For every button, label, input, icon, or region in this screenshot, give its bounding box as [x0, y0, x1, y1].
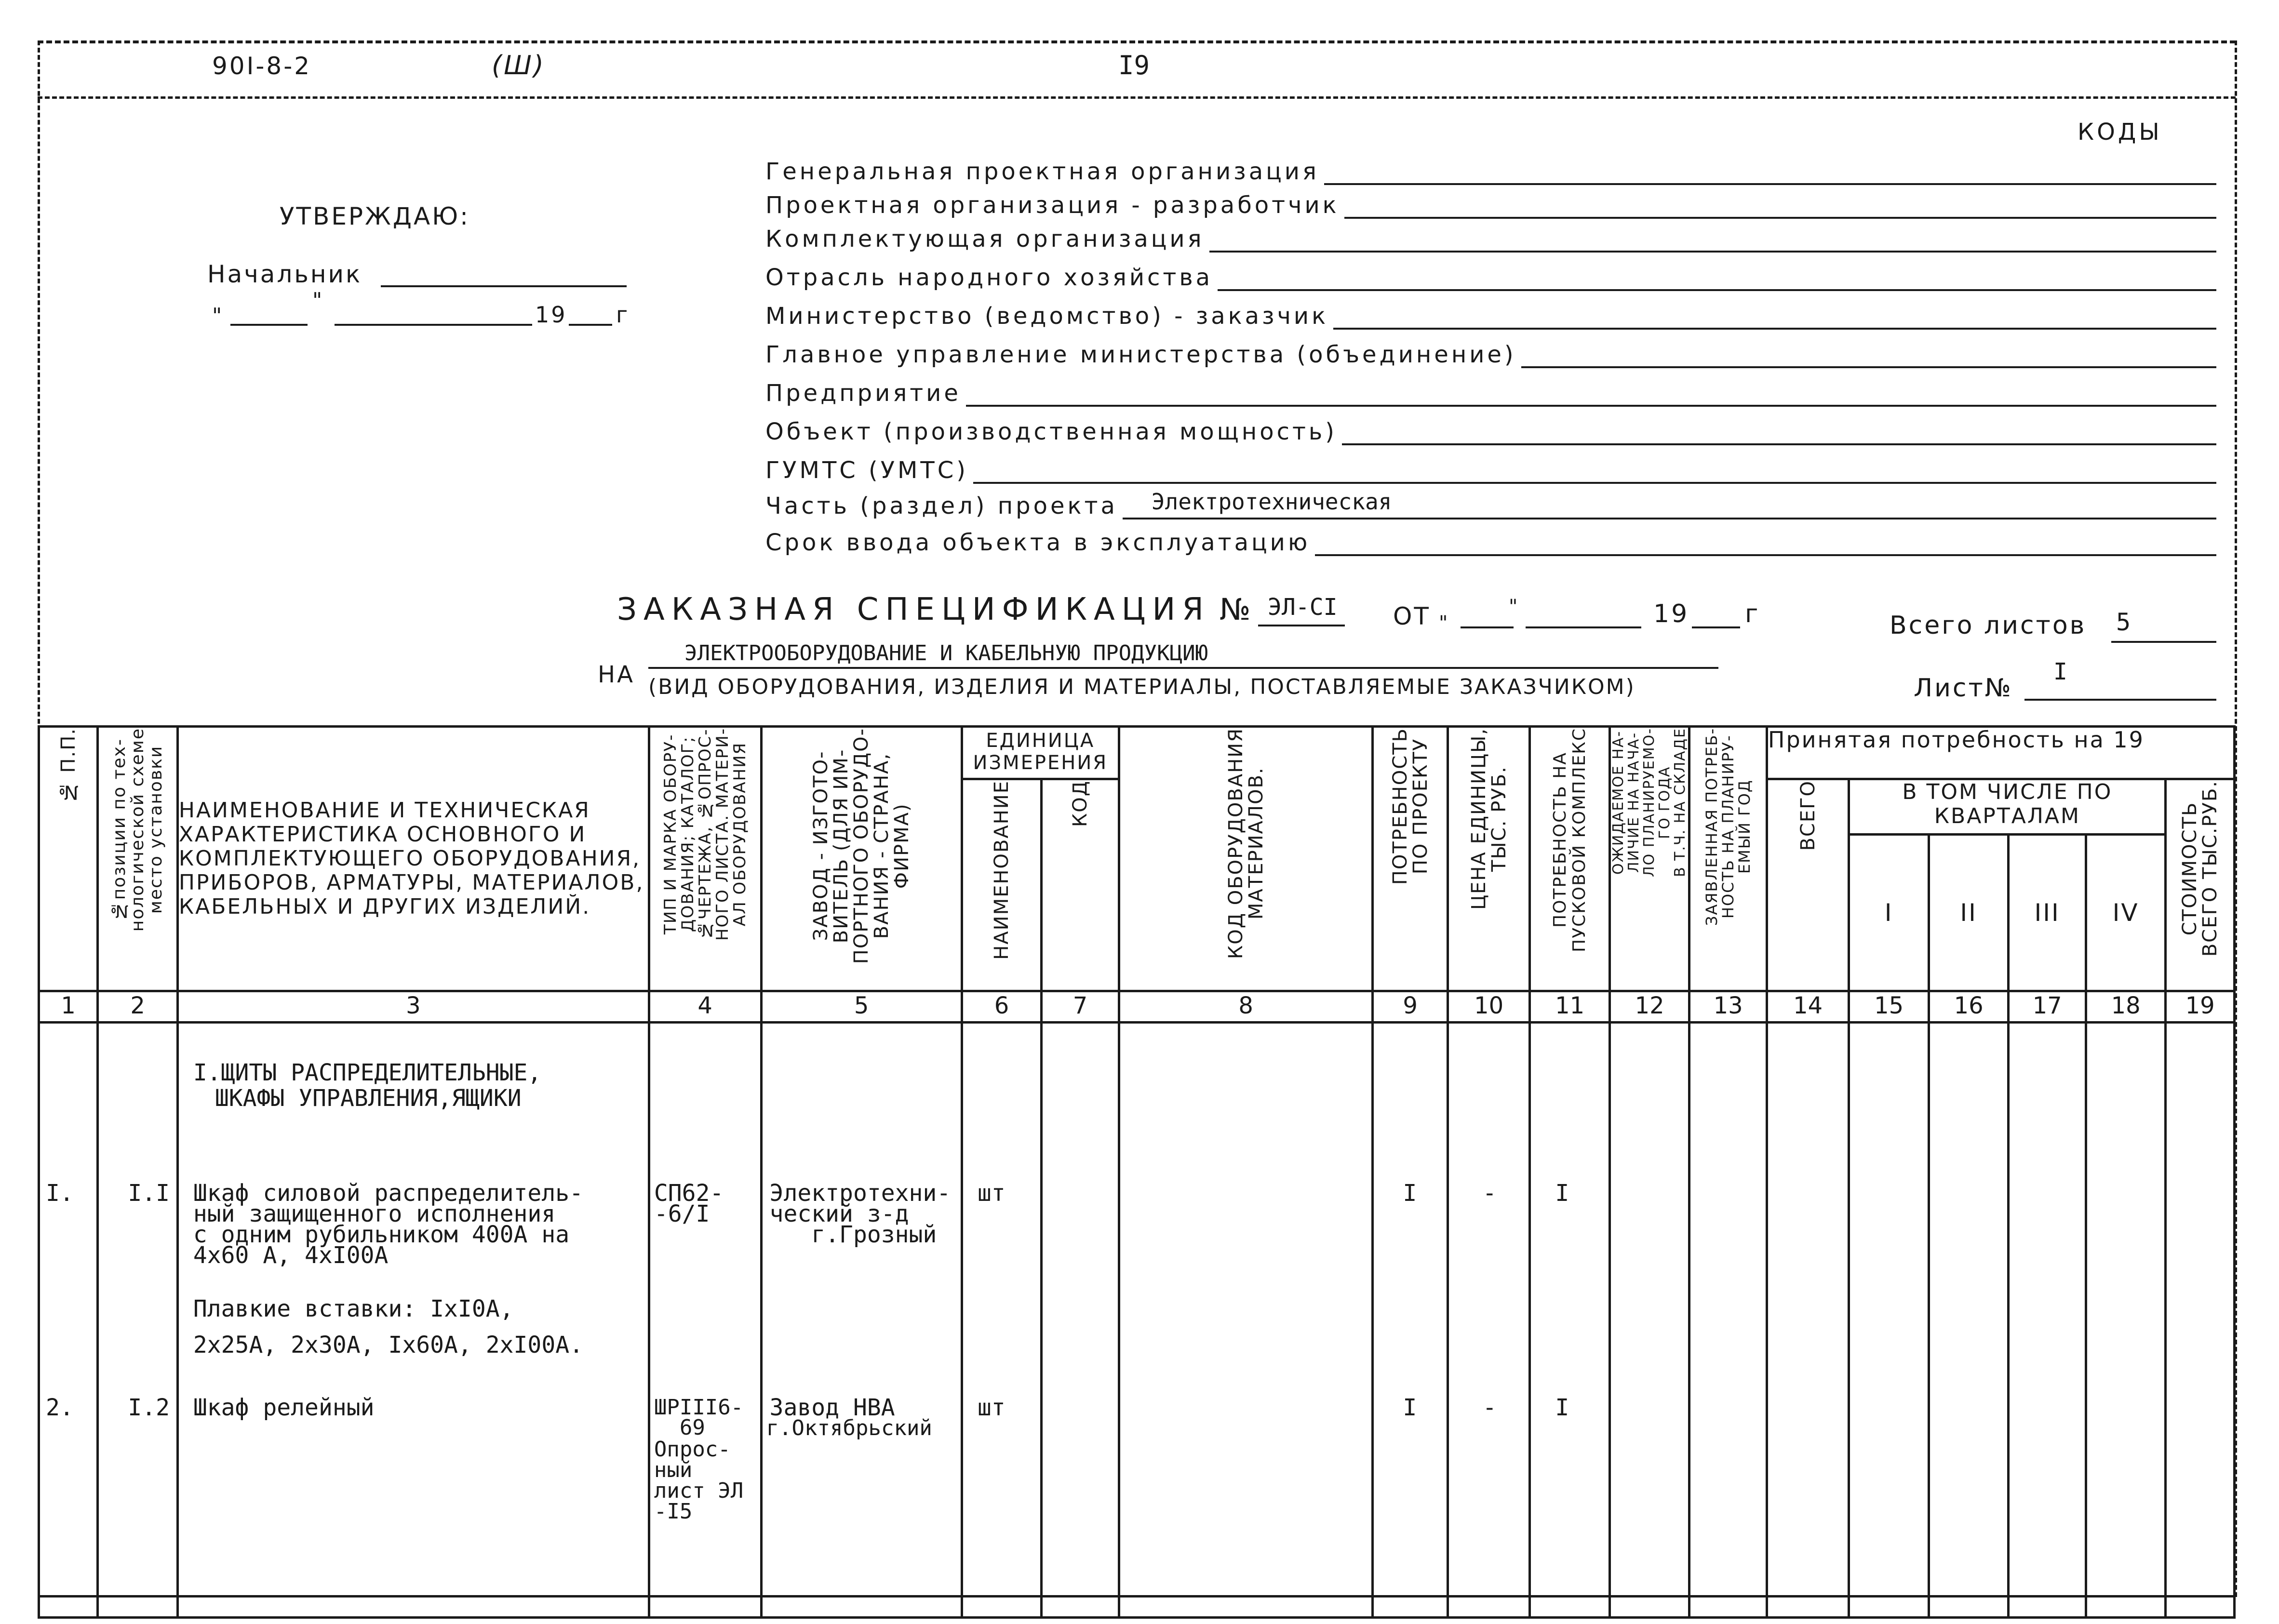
row-1-name-line: 4х60 А, 4хI00А: [193, 1242, 389, 1269]
field-industry-label: Отрасль народного хозяйства: [765, 264, 1213, 291]
row-2-type-line: 69: [654, 1415, 705, 1440]
spec-from-label: ОТ: [1393, 602, 1431, 630]
field-main-directorate-label: Главное управление министерства (объединение): [765, 341, 1516, 368]
body-col-2: [98, 1023, 178, 1618]
column-number: 12: [1609, 991, 1689, 1023]
col-2-header: №позиции по тех- нологической схеме место установки: [98, 727, 178, 991]
approval-year-suffix: г: [616, 302, 630, 328]
row-2-number: 2.: [46, 1394, 74, 1421]
column-number: 19: [2166, 991, 2235, 1023]
row-1-name-line: с одним рубильником 400А на: [193, 1221, 570, 1248]
sheet-label: Лист№: [1914, 674, 2013, 703]
col-1-header: № П.П.: [39, 727, 98, 991]
row-2-price: -: [1482, 1394, 1497, 1421]
field-commissioning-date[interactable]: [765, 524, 2216, 556]
row-1-name-line: ный защищенного исполнения: [193, 1200, 556, 1227]
codes-label: КОДЫ: [2078, 119, 2162, 146]
column-number: 15: [1849, 991, 1929, 1023]
sheet-line[interactable]: [2024, 699, 2216, 701]
field-enterprise-label: Предприятие: [765, 380, 961, 407]
row-2-qty: I: [1403, 1394, 1417, 1421]
col-8-header: КОД ОБОРУДОВАНИЯ МАТЕРИАЛОВ.: [1119, 727, 1373, 991]
field-gumts[interactable]: [765, 452, 2216, 484]
row-1-number: I.: [46, 1180, 74, 1207]
spec-subject-line[interactable]: [648, 667, 1718, 669]
document-code: 90I-8-2: [212, 52, 312, 80]
body-col-11: [1530, 1023, 1610, 1618]
row-1-unit: шт: [977, 1180, 1005, 1207]
row-1-maker-line: г.Грозный: [769, 1221, 937, 1248]
field-supply-org[interactable]: [765, 221, 2216, 253]
approval-year-prefix: 19: [535, 302, 567, 328]
row-1-qty: I: [1403, 1180, 1417, 1207]
field-design-org-value: [1344, 213, 2216, 219]
body-col-16: [1929, 1023, 2009, 1618]
col-4-header: ТИП И МАРКА ОБОРУ- ДОВАНИЯ; КАТАЛОГ; №ЧЕРТЕЖА, №ОПРОС- НОГО ЛИСТА. МАТЕРИ- АЛ ОБОРУДОВАНИЯ: [649, 727, 761, 991]
column-number: 9: [1373, 991, 1448, 1023]
field-commissioning-date-value: [1315, 550, 2216, 556]
row-2-position: I.2: [128, 1394, 170, 1421]
body-col-19: [2166, 1023, 2235, 1618]
row-2-type-line: ШРIII6-: [654, 1395, 744, 1420]
total-sheets-value: 5: [2116, 608, 2131, 636]
body-col-10: [1448, 1023, 1530, 1618]
spec-day-line[interactable]: [1461, 626, 1514, 628]
column-number: 14: [1767, 991, 1849, 1023]
field-object-value: [1342, 439, 2216, 445]
row-1-price: -: [1482, 1180, 1497, 1207]
field-object-label: Объект (производственная мощность): [765, 418, 1337, 445]
spec-date-quote-close: ": [1509, 596, 1520, 618]
spec-number-line[interactable]: [1258, 625, 1345, 626]
row-1-name-line: Шкаф силовой распределитель-: [193, 1180, 584, 1207]
row-2-type-line: -I5: [654, 1499, 693, 1524]
column-number: 17: [2009, 991, 2086, 1023]
spec-month-line[interactable]: [1526, 626, 1641, 628]
row-1-start-complex: I: [1555, 1180, 1569, 1207]
column-number: 6: [962, 991, 1042, 1023]
row-2-name-line: Шкаф релейный: [193, 1394, 375, 1421]
spec-date-quote-open: ": [1439, 612, 1450, 634]
accepted-group-header: Принятая потребность на 19: [1767, 727, 2234, 779]
col-12-header: ОЖИДАЕМОЕ НА- ЛИЧИЕ НА НАЧА- ЛО ПЛАНИРУЕМО- ГО ГОДА В Т.Ч. НА СКЛАДЕ: [1609, 727, 1689, 991]
row-1-position: I.I: [128, 1180, 170, 1207]
column-number: 18: [2086, 991, 2166, 1023]
frame-bottom-border: [38, 1595, 2236, 1597]
row-2-unit: шт: [977, 1394, 1005, 1421]
body-col-3: [177, 1023, 649, 1618]
body-col-8: [1119, 1023, 1373, 1618]
field-supply-org-label: Комплектующая организация: [765, 226, 1205, 253]
row-1-type-line: СП62-: [654, 1180, 724, 1207]
sheet-value: I: [2053, 658, 2067, 685]
chief-signature-line[interactable]: [381, 285, 627, 287]
frame-top-border: [38, 40, 2236, 43]
col-5-header: ЗАВОД - ИЗГОТО- ВИТЕЛЬ (ДЛЯ ИМ- ПОРТНОГО ОБОРУДО- ВАНИЯ - СТРАНА, ФИРМА): [761, 727, 962, 991]
field-commissioning-date-label: Срок ввода объекта в эксплуатацию: [765, 529, 1311, 556]
col-14-header: ВСЕГО: [1767, 779, 1849, 991]
col-13-header: ЗАЯВЛЕННАЯ ПОТРЕБ- НОСТЬ НА ПЛАНИРУ- ЕМЫЙ ГОД: [1689, 727, 1767, 991]
column-number: 7: [1042, 991, 1119, 1023]
field-industry-value: [1218, 285, 2216, 291]
header-separator: [38, 96, 2236, 99]
date-quote-open: ": [212, 304, 224, 328]
spec-number: ЭЛ-СI: [1268, 594, 1338, 621]
page-number: I9: [1118, 50, 1150, 80]
col-16-header: II: [1929, 835, 2009, 991]
field-ministry-value: [1333, 324, 2216, 330]
field-industry[interactable]: [765, 259, 2216, 291]
field-general-org[interactable]: [765, 153, 2216, 185]
column-number: 11: [1530, 991, 1610, 1023]
row-1-type-line: -6/I: [654, 1200, 710, 1227]
col-11-header: ПОТРЕБНОСТЬ НА ПУСКОВОЙ КОМПЛЕКС: [1530, 727, 1610, 991]
column-number: 13: [1689, 991, 1767, 1023]
field-gumts-label: ГУМТС (УМТС): [765, 457, 968, 484]
approval-month-line[interactable]: [335, 324, 532, 326]
body-col-9: [1373, 1023, 1448, 1618]
spec-title: ЗАКАЗНАЯ СПЕЦИФИКАЦИЯ: [617, 592, 1210, 627]
field-enterprise-value: [966, 401, 2216, 407]
spec-year-prefix: 19: [1653, 599, 1689, 628]
col-7-header: КОД: [1042, 779, 1119, 991]
row-2-type-line: Опрос-: [654, 1437, 731, 1462]
row-2-maker-line: Завод НВА: [769, 1394, 895, 1421]
field-ministry[interactable]: [765, 298, 2216, 330]
approval-heading: УТВЕРЖДАЮ:: [280, 202, 470, 230]
col-9-header: ПОТРЕБНОСТЬ ПО ПРОЕКТУ: [1373, 727, 1448, 991]
total-sheets-label: Всего листов: [1890, 611, 2087, 640]
col-6-header: НАИМЕНОВАНИЕ: [962, 779, 1042, 991]
approval-chief-label: Начальник: [207, 260, 362, 288]
spec-subject: ЭЛЕКТРООБОРУДОВАНИЕ И КАБЕЛЬНУЮ ПРОДУКЦИЮ: [684, 641, 1208, 666]
body-col-6: [962, 1023, 1042, 1618]
body-col-12: [1609, 1023, 1689, 1618]
body-col-18: [2086, 1023, 2166, 1618]
spec-year-suffix: г: [1745, 599, 1760, 628]
col-19-header: СТОИМОСТЬ ВСЕГО ТЫС.РУБ.: [2166, 779, 2235, 991]
table-body-row: [39, 1023, 2235, 1618]
column-number: 3: [177, 991, 649, 1023]
col-15-header: I: [1849, 835, 1929, 991]
date-quote-close: ": [312, 288, 324, 313]
col-10-header: ЦЕНА ЕДИНИЦЫ, ТЫС. РУБ.: [1448, 727, 1530, 991]
total-sheets-line[interactable]: [2111, 641, 2216, 643]
body-col-5: [761, 1023, 962, 1618]
column-number: 1: [39, 991, 98, 1023]
body-col-17: [2009, 1023, 2086, 1618]
column-number: 10: [1448, 991, 1530, 1023]
row-2-maker-line: г.Октябрьский: [766, 1416, 932, 1440]
field-enterprise[interactable]: [765, 375, 2216, 407]
field-design-org[interactable]: [765, 187, 2216, 219]
header-row-1: [39, 727, 2235, 779]
field-project-section-label: Часть (раздел) проекта: [765, 493, 1118, 519]
row-1-note-line: 2х25А, 2х30А, Iх60А, 2хI00А.: [193, 1331, 584, 1358]
body-col-13: [1689, 1023, 1767, 1618]
col-18-header: IV: [2086, 835, 2166, 991]
spec-table: [38, 725, 2236, 1619]
column-number: 8: [1119, 991, 1373, 1023]
col-3-header: НАИМЕНОВАНИЕ И ТЕХНИЧЕСКАЯ ХАРАКТЕРИСТИКА ОСНОВНОГО И КОМПЛЕКТУЮЩЕГО ОБОРУДОВАНИЯ, ПРИБОРОВ, АРМАТУРЫ, МАТЕРИАЛОВ, КАБЕЛЬНЫХ И ДРУГИХ ИЗДЕЛИЙ.: [177, 727, 649, 991]
row-1-note-line: Плавкие вставки: IхI0А,: [193, 1295, 514, 1322]
spec-number-label: №: [1220, 592, 1253, 627]
row-2-start-complex: I: [1555, 1394, 1569, 1421]
body-col-1: [39, 1023, 98, 1618]
field-supply-org-value: [1209, 247, 2217, 253]
approval-day-line[interactable]: [230, 324, 308, 326]
quarters-group-header: В ТОМ ЧИСЛЕ ПО КВАРТАЛАМ: [1849, 779, 2166, 835]
field-project-section-value: Электротехническая: [1123, 514, 2216, 519]
unit-group-header: ЕДИНИЦА ИЗМЕРЕНИЯ: [962, 727, 1119, 779]
field-project-section[interactable]: [765, 488, 2216, 519]
section-title-line-1: I.ЩИТЫ РАСПРЕДЕЛИТЕЛЬНЫЕ,: [193, 1059, 542, 1086]
body-col-7: [1042, 1023, 1119, 1618]
row-1-maker-line: ческий з-д: [769, 1200, 909, 1227]
field-object[interactable]: [765, 413, 2216, 445]
field-design-org-label: Проектная организация - разработчик: [765, 192, 1340, 219]
spec-subject-caption: (ВИД ОБОРУДОВАНИЯ, ИЗДЕЛИЯ И МАТЕРИАЛЫ, ПОСТАВЛЯЕМЫЕ ЗАКАЗЧИКОМ): [648, 675, 1636, 699]
col-17-header: III: [2009, 835, 2086, 991]
spec-on-label: НА: [598, 661, 635, 688]
field-main-directorate-value: [1521, 362, 2216, 368]
field-general-org-label: Генеральная проектная организация: [765, 158, 1319, 185]
body-col-4: [649, 1023, 761, 1618]
row-2-type-line: ный: [654, 1458, 693, 1482]
body-col-14: [1767, 1023, 1849, 1618]
row-2-type-line: лист ЭЛ: [654, 1478, 744, 1503]
body-col-15: [1849, 1023, 1929, 1618]
column-number: 16: [1929, 991, 2009, 1023]
column-number: 2: [98, 991, 178, 1023]
field-ministry-label: Министерство (ведомство) - заказчик: [765, 303, 1329, 330]
section-title-line-2: ШКАФЫ УПРАВЛЕНИЯ,ЯЩИКИ: [214, 1085, 522, 1112]
row-1-maker-line: Электротехни-: [769, 1180, 951, 1207]
album-number: (Ш): [492, 50, 546, 80]
column-number: 4: [649, 991, 761, 1023]
field-main-directorate[interactable]: [765, 336, 2216, 368]
approval-year-line[interactable]: [569, 324, 612, 326]
column-number-row: [39, 991, 2235, 1023]
spec-year-line[interactable]: [1692, 626, 1740, 628]
field-gumts-value: [973, 478, 2216, 484]
field-general-org-value: [1324, 179, 2216, 185]
column-number: 5: [761, 991, 962, 1023]
